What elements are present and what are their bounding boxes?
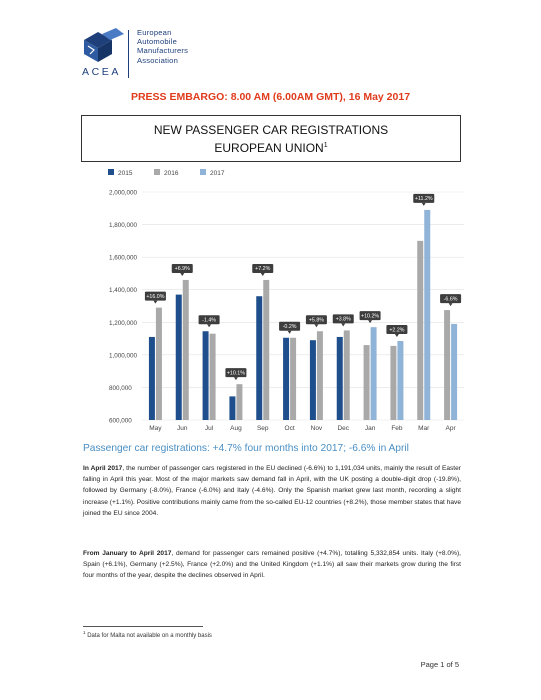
bar-2015 [256,296,262,420]
bar-2015 [283,338,289,420]
section-heading: Passenger car registrations: +4.7% four months into 2017; -6.6% in April [83,443,409,454]
x-tick-label: Nov [310,425,323,432]
x-tick-label: Aug [230,425,242,432]
bar-2017 [451,324,457,420]
x-tick-label: May [149,425,162,432]
bar-2015 [149,337,155,420]
y-tick-label: 600,000 [109,417,132,425]
change-label-pointer [261,273,265,276]
legend-swatch [108,169,114,175]
change-label: +11.2% [414,196,433,203]
title-footnote-ref: 1 [323,142,328,149]
change-label: +16.0% [146,293,165,300]
title-line-1: NEW PASSENGER CAR REGISTRATIONS [153,123,389,137]
org-name [137,28,188,65]
press-embargo: PRESS EMBARGO: 8.00 AM (6.00AM GMT), 16 May 2017 [130,91,411,103]
x-tick-label: Feb [391,425,403,432]
bar-2016 [364,345,370,420]
change-label-pointer [288,331,292,334]
logo-acronym: ACEA [82,66,121,78]
bar-2015 [176,295,182,420]
org-name-line: Automobile [137,37,177,47]
change-label: +2.2% [389,327,405,334]
y-tick-label: 1,800,000 [109,222,138,230]
change-label: +3.8% [335,316,351,323]
footnote-text: Data for Malta not available on a monthly basis [87,633,212,639]
paragraph-text: , the number of passenger cars registered in the EU declined (-6.6%) to 1,191,034 units, mainly the result of Easter falling in April this year. Most of the major markets saw demand fall in April, with the UK posting a double-digit drop (-19.8%), followed by Germany (-8.0%), France (-6.0%) and Italy (-4.6%). Only the Spanish market grew last month, recording a slight increase (+1.1%). Positive contributions mainly came from the so-called EU-12 countries (+8.2%), those member states that have joined the EU since 2004. [83,465,461,517]
bar-2017 [397,341,403,420]
bar-2017 [371,327,377,420]
change-label-pointer [449,303,453,306]
change-label-pointer [314,324,318,327]
acea-emblem-icon [80,28,126,64]
org-name-line: Association [137,55,179,65]
paragraph-lead: In April 2017 [83,465,123,472]
title-line-2-text: EUROPEAN UNION [214,141,324,155]
footnote [83,630,212,639]
bar-2016 [390,346,396,420]
title-line-2 [82,138,460,156]
change-label-pointer [368,320,372,323]
x-tick-label: Mar [418,425,430,432]
paragraph-text: , demand for passenger cars remained positive (+4.7%), totalling 5,332,854 units. Italy (+8.0%), Spain (+6.1%), Germany (+2.5%), France (+2.0%) and the United Kingdom (+1.1%) all saw their markets grow during the first four months of the year, despite the declines observed in April. [83,550,461,580]
y-tick-label: 1,600,000 [109,254,138,262]
bar-2017 [424,210,430,420]
paragraph-april [83,463,461,519]
x-tick-label: Jul [204,425,214,432]
change-label: +10.1% [226,370,245,377]
footnote-divider [83,626,203,627]
change-label: -1.4% [202,317,217,324]
y-tick-label: 1,400,000 [109,287,138,295]
x-tick-label: Jan [364,425,376,432]
bar-2015 [337,337,343,420]
org-name-line: Manufacturers [137,46,189,56]
bar-2016 [344,330,350,420]
bar-2016 [444,310,450,420]
change-label-pointer [422,203,426,206]
bar-2016 [263,280,269,420]
registrations-bar-chart [78,164,468,434]
change-label-pointer [153,301,157,304]
y-tick-label: 800,000 [109,384,132,392]
paragraph-lead: From January to April 2017 [83,550,172,557]
change-label-pointer [234,377,238,380]
acea-logo [80,28,270,80]
bar-2016 [210,334,216,420]
bar-2016 [290,338,296,420]
change-label: -6.6% [443,296,458,303]
org-name-line: European [137,28,172,37]
bar-2015 [203,331,209,420]
bar-2016 [236,384,242,420]
footnote-ref: 1 [83,630,86,635]
change-label: +7.2% [255,266,271,273]
change-label: -0.2% [282,324,297,331]
y-tick-label: 1,000,000 [109,352,138,360]
bar-2016 [183,280,189,420]
legend-swatch [154,169,160,175]
x-tick-label: Oct [284,425,295,432]
x-tick-label: Sep [256,425,269,432]
logo-divider [128,30,129,78]
legend-label: 2016 [164,170,179,177]
y-tick-label: 1,200,000 [109,319,138,327]
change-label-pointer [395,334,399,337]
change-label: +6.9% [174,266,190,273]
change-label-pointer [180,273,184,276]
legend-swatch [200,169,206,175]
bar-2016 [417,241,423,420]
paragraph-jan-apr [83,548,461,582]
change-label-pointer [341,323,345,326]
bar-2016 [317,331,323,420]
bar-2015 [310,340,316,420]
change-label-pointer [207,324,211,327]
page-number: Page 1 of 5 [420,660,459,669]
change-label: +10.2% [361,313,380,320]
bar-2016 [156,308,162,420]
bar-2015 [229,396,235,420]
y-tick-label: 2,000,000 [109,189,138,197]
legend-label: 2017 [210,170,225,177]
x-tick-label: Jun [177,425,188,432]
legend-label: 2015 [118,170,133,177]
x-tick-label: Apr [445,425,456,432]
change-label: +5.8% [308,317,325,324]
chart-title-box [81,115,461,162]
x-tick-label: Dec [337,425,350,432]
